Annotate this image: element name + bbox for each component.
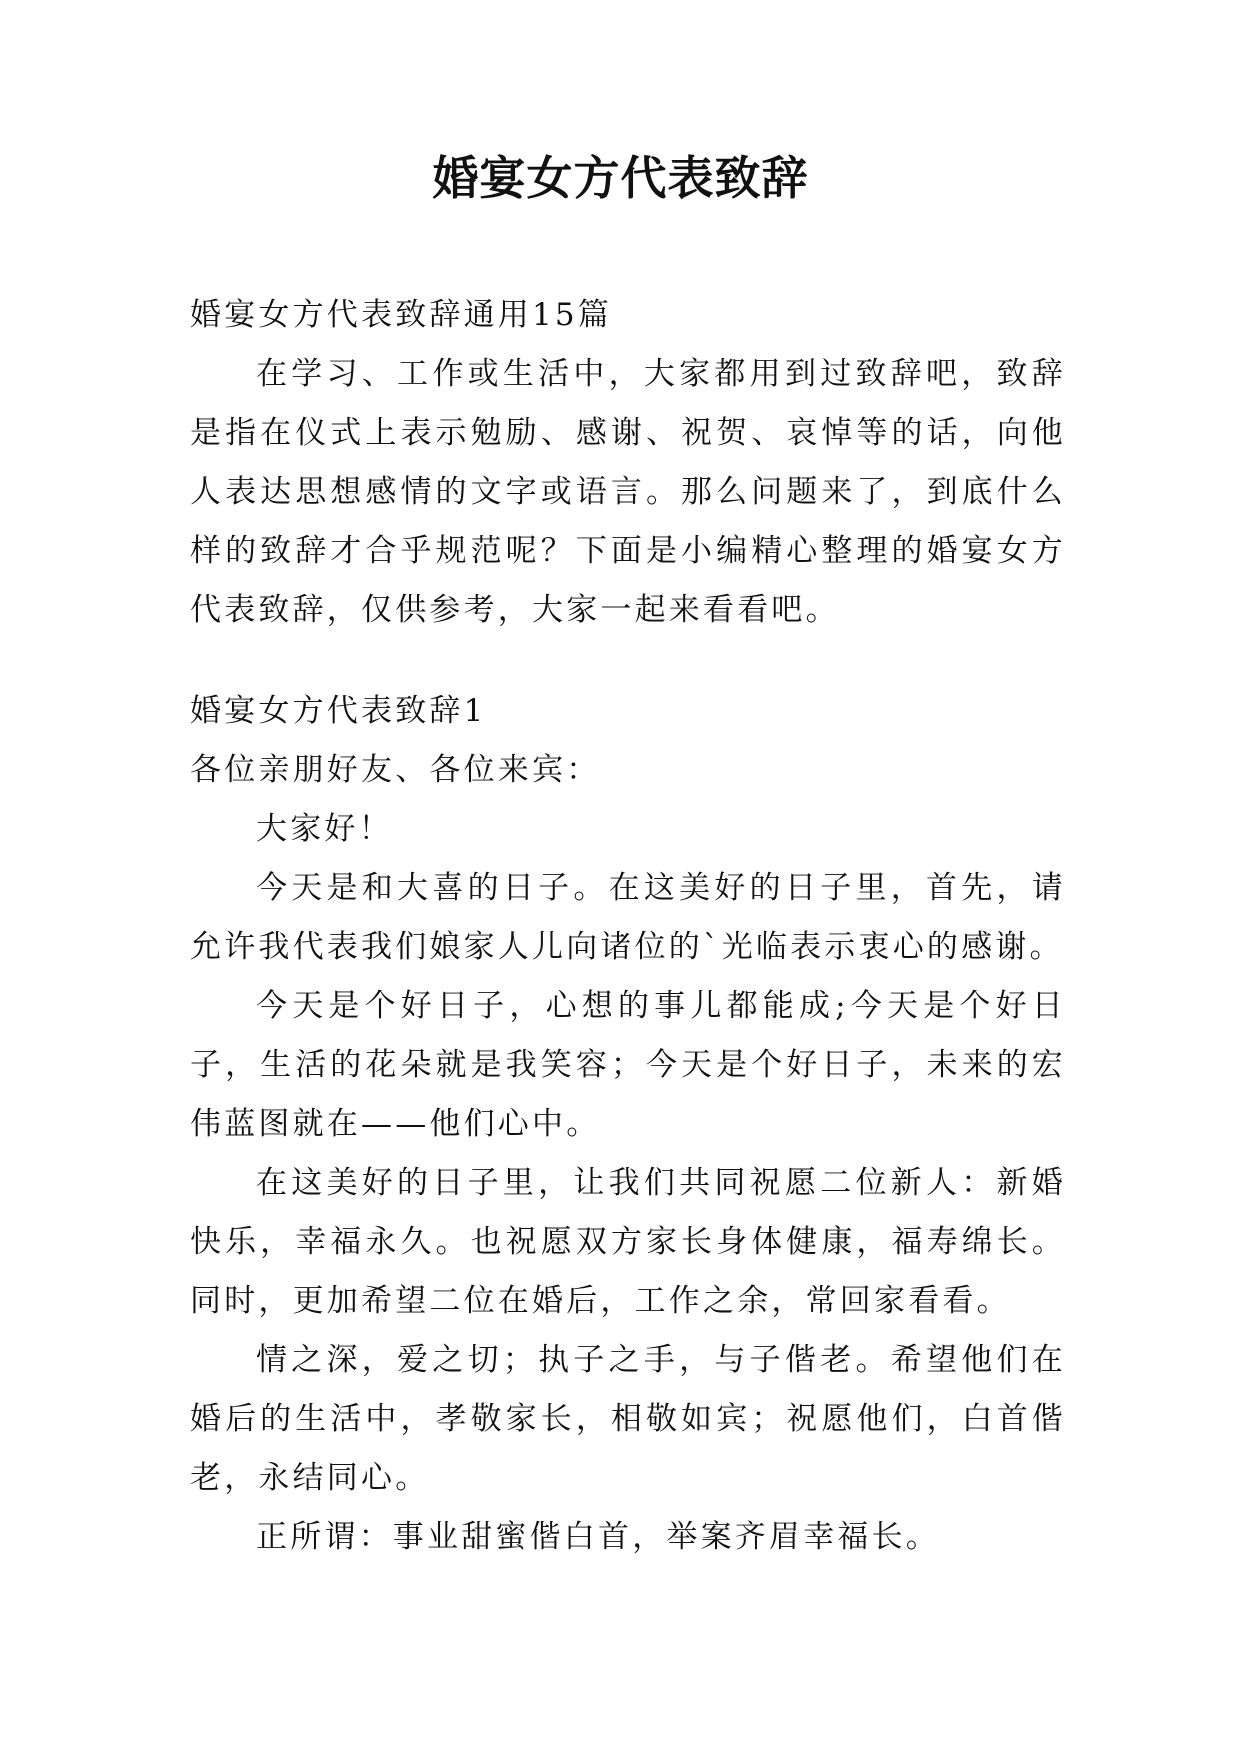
subtitle: 婚宴女方代表致辞通用15篇 xyxy=(190,297,613,333)
paragraph: 大家好！ xyxy=(256,811,393,847)
paragraph: 情之深，爱之切；执子之手，与子偕老。希望他们在婚后的生活中，孝敬家长，相敬如宾；祝愿他们，白首偕老，永结同心。 xyxy=(190,1342,1066,1496)
paragraph: 在这美好的日子里，让我们共同祝愿二位新人：新婚快乐，幸福永久。也祝愿双方家长身体健康，福寿绵长。同时，更加希望二位在婚后，工作之余，常回家看看。 xyxy=(190,1165,1066,1319)
intro-paragraph: 在学习、工作或生活中，大家都用到过致辞吧，致辞是指在仪式上表示勉励、感谢、祝贺、哀悼等的话，向他人表达思想感情的文字或语言。那么问题来了，到底什么样的致辞才合乎规范呢？下面是小编精心整理的婚宴女方代表致辞，仅供参考，大家一起来看看吧。 xyxy=(190,356,1066,628)
paragraph: 今天是个好日子，心想的事儿都能成;今天是个好日子，生活的花朵就是我笑容；今天是个好日子，未来的宏伟蓝图就在——他们心中。 xyxy=(190,988,1066,1142)
greeting: 各位亲朋好友、各位来宾： xyxy=(190,752,601,788)
paragraph: 正所谓：事业甜蜜偕白首，举案齐眉幸福长。 xyxy=(256,1519,940,1555)
section-heading: 婚宴女方代表致辞1 xyxy=(190,693,487,729)
section-gap xyxy=(190,640,1066,682)
paragraph: 今天是和大喜的日子。在这美好的日子里，首先，请允许我代表我们娘家人儿向诸位的`光临表示衷心的感谢。 xyxy=(190,870,1066,965)
page-title: 婚宴女方代表致辞 xyxy=(432,151,809,205)
document-body xyxy=(190,286,1066,1567)
